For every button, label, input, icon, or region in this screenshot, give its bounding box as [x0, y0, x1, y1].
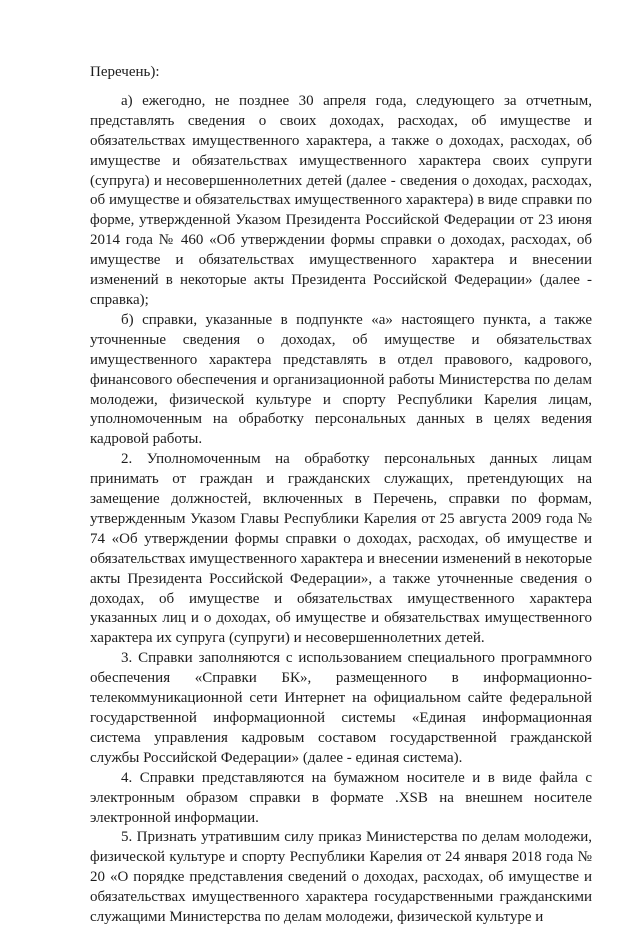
paragraph-clause-3: 3. Справки заполняются с использованием специального программного обеспечения «Справки БК», размещенного в информационно-телекоммуникационной сети Интернет на официальном сайте федеральной государственной информационной системы «Единая информационная система управления кадровым составом государственной гражданской службы Российской Федерации» (далее - единая система).	[90, 650, 592, 766]
paragraph-clause-5: 5. Признать утратившим силу приказ Министерства по делам молодежи, физической культуре и спорту Республики Карелия от 24 января 2018 года № 20 «О порядке представления сведений о доходах, расходах, об имуществе и обязательствах имущественного характера государственными гражданскими служащими Министерства по делам молодежи, физической культуре и	[90, 829, 592, 926]
paragraph-item-b: б) справки, указанные в подпункте «а» настоящего пункта, а также уточненные сведения о доходах, об имуществе и обязательствах имущественного характера представлять в отдел правового, кадрового, финансового обеспечения и организационной работы Министерства по делам молодежи, физической культуре и спорту Республики Карелия лицам, уполномоченным на обработку персональных данных в целях ведения кадровой работы.	[90, 311, 592, 448]
paragraph-item-a: а) ежегодно, не позднее 30 апреля года, следующего за отчетным, представлять сведения о своих доходах, расходах, об имуществе и обязательствах имущественного характера, а также о доходах, расходах, об имуществе и обязательствах имущественного характера своих супруги (супруга) и несовершеннолетних детей (далее - сведения о доходах, расходах, об имуществе и обязательствах имущественного характера) в виде справки по форме, утвержденной Указом Президента Российской Федерации от 23 июня 2014 года № 460 «Об утверждении формы справки о доходах, расходах, об имуществе и обязательствах имущественного характера и внесении изменений в некоторые акты Президента Российской Федерации» (далее - справка);	[90, 92, 592, 308]
paragraph-gap	[90, 83, 592, 92]
paragraph-clause-2: 2. Уполномоченным на обработку персональных данных лицам принимать от граждан и гражданских служащих, претендующих на замещение должностей, включенных в Перечень, справки по формам, утвержденным Указом Главы Республики Карелия от 25 августа 2009 года № 74 «Об утверждении формы справки о доходах, расходах, об имуществе и обязательствах имущественного характера и внесении изменений в некоторые акты Президента Российской Федерации», а также уточненные сведения о доходах, об имуществе и обязательствах имущественного характера указанных лиц и о доходах, об имуществе и обязательствах имущественного характера их супруга (супруги) и несовершеннолетних детей.	[90, 451, 592, 647]
document-body	[90, 63, 592, 928]
paragraph-clause-4: 4. Справки представляются на бумажном носителе и в виде файла с электронным образом справки в формате .XSB на внешнем носителе электронной информации.	[90, 769, 592, 826]
paragraph-lead: Перечень):	[90, 64, 160, 80]
